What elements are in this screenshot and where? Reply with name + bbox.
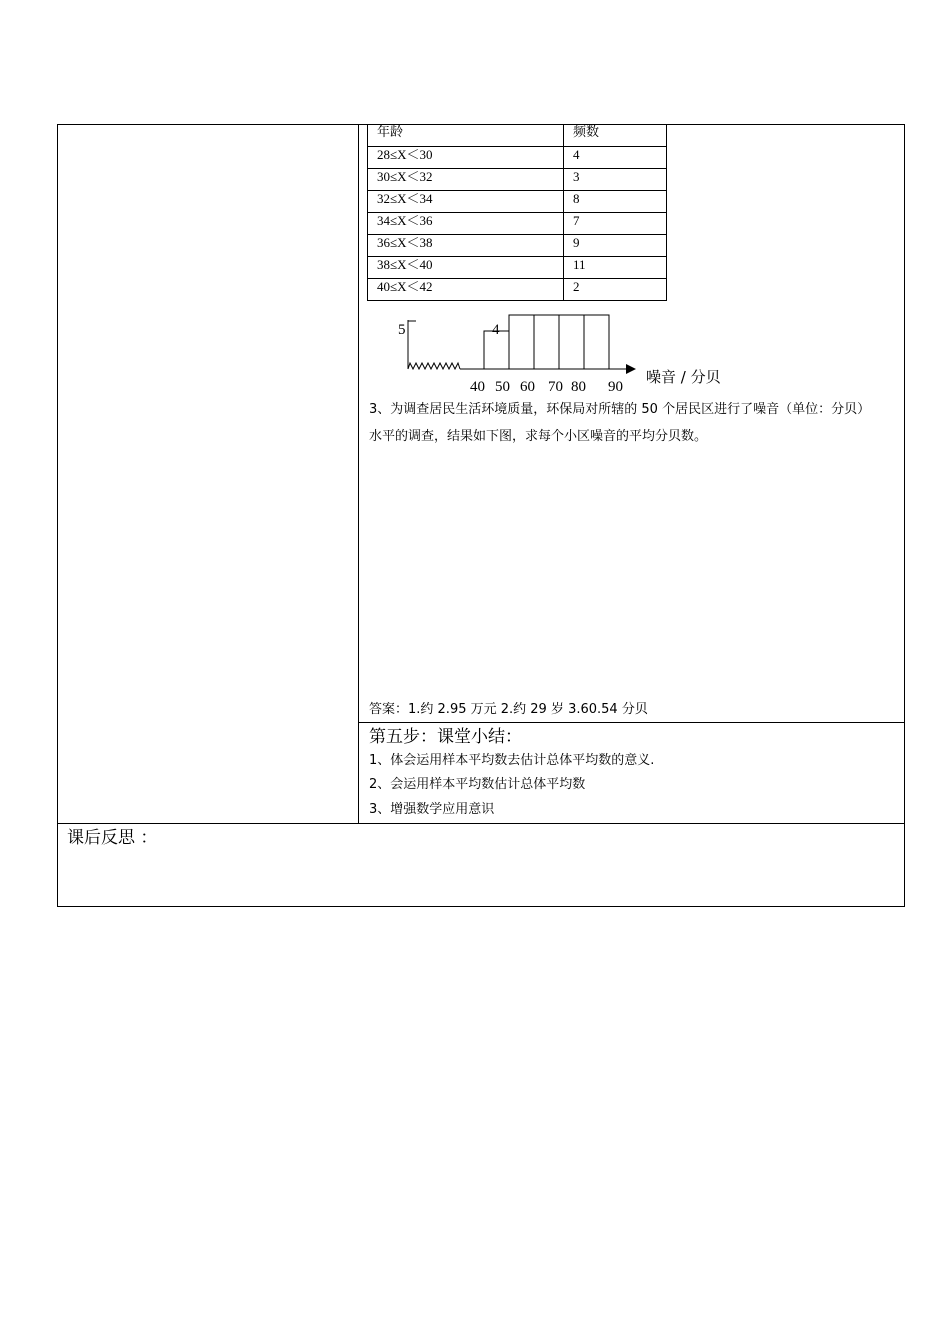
table-cell-count: 4: [564, 147, 667, 169]
table-row: [368, 235, 667, 257]
row-divider-step5: [358, 722, 905, 723]
table-cell-range: 28≤X＜30: [368, 147, 564, 169]
x-tick-label: 80: [571, 379, 586, 395]
histogram-bar: [559, 315, 584, 369]
step5-item-2: 2、会运用样本平均数估计总体平均数: [369, 777, 586, 792]
table-row: [368, 147, 667, 169]
table-row: [368, 279, 667, 301]
table-cell-count: 8: [564, 191, 667, 213]
step5-item-3: 3、增强数学应用意识: [369, 802, 495, 817]
x-tick-label: 70: [548, 379, 563, 395]
table-row: [368, 257, 667, 279]
table-cell-range: 32≤X＜34: [368, 191, 564, 213]
table-row: [368, 191, 667, 213]
table-cell-range: 34≤X＜36: [368, 213, 564, 235]
table-cell-range: 30≤X＜32: [368, 169, 564, 191]
table-header-frequency: 频数: [564, 125, 667, 147]
problem-3-line-1: 3、为调查居民生活环境质量，环保局对所辖的 50 个居民区进行了噪音（单位：分贝）: [369, 402, 871, 417]
column-divider: [358, 124, 359, 824]
x-axis-label: 噪音 / 分贝: [646, 368, 721, 386]
x-tick-label: 40: [470, 379, 485, 395]
histogram-bar: [584, 315, 609, 369]
table-cell-range: 36≤X＜38: [368, 235, 564, 257]
bar-value-label: 4: [492, 322, 500, 338]
noise-histogram: [390, 312, 735, 397]
frequency-table: [367, 124, 667, 301]
table-cell-count: 2: [564, 279, 667, 301]
table-row: [368, 169, 667, 191]
table-cell-range: 38≤X＜40: [368, 257, 564, 279]
answer-line: 答案：1.约 2.95 万元 2.约 29 岁 3.60.54 分贝: [369, 702, 648, 717]
x-tick-label: 60: [520, 379, 535, 395]
axis-break-zigzag: [408, 363, 460, 369]
reflection-label: 课后反思 ：: [67, 828, 158, 848]
table-header-age: 年龄: [368, 125, 564, 147]
step5-title: 第五步：课堂小结：: [369, 727, 522, 747]
step5-item-1: 1、体会运用样本平均数去估计总体平均数的意义.: [369, 753, 655, 768]
x-tick-label: 90: [608, 379, 623, 395]
table-cell-count: 3: [564, 169, 667, 191]
table-cell-range: 40≤X＜42: [368, 279, 564, 301]
histogram-bar: [509, 315, 534, 369]
table-row: [368, 213, 667, 235]
table-header-row: [368, 125, 667, 147]
table-cell-count: 9: [564, 235, 667, 257]
table-cell-count: 11: [564, 257, 667, 279]
histogram-bar: [534, 315, 559, 369]
y-tick-label: 5: [398, 322, 406, 338]
x-axis-arrow-icon: [626, 364, 636, 374]
problem-3-line-2: 水平的调查，结果如下图，求每个小区噪音的平均分贝数。: [369, 429, 708, 444]
row-divider-reflection: [57, 823, 905, 824]
x-tick-label: 50: [495, 379, 510, 395]
table-cell-count: 7: [564, 213, 667, 235]
